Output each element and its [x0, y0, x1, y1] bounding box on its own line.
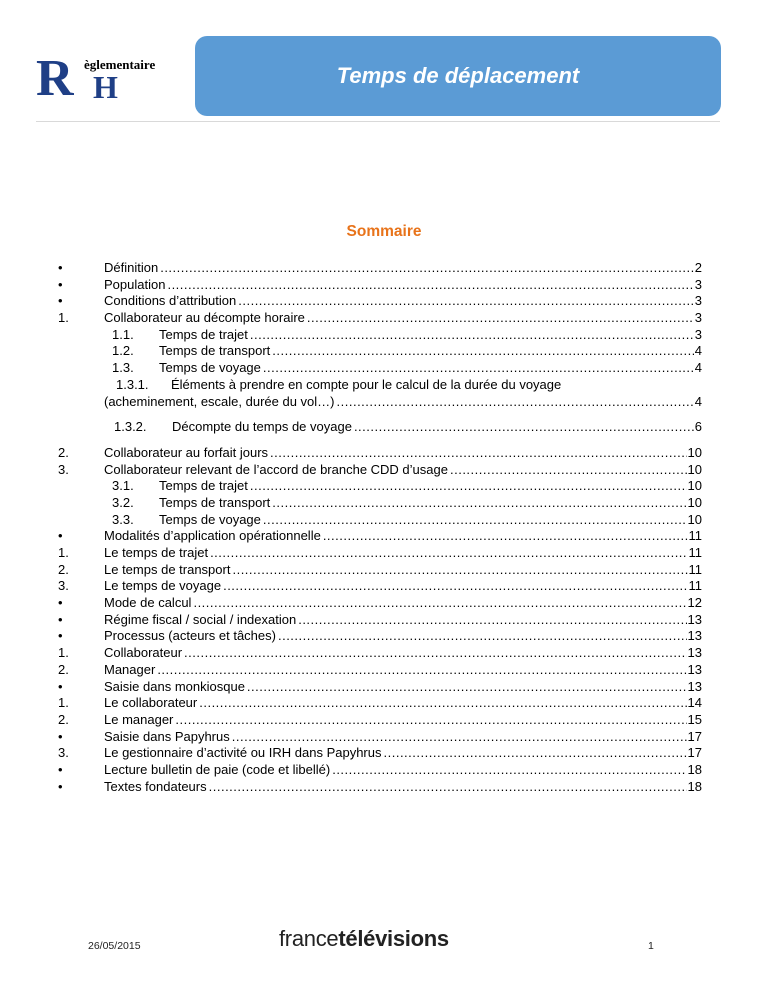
- toc-entry-label: Collaborateur relevant de l’accord de branche CDD d’usage: [104, 461, 448, 477]
- toc-entry[interactable]: [58, 745, 702, 762]
- toc-dot-leader: [272, 343, 693, 360]
- toc-page-number: 3: [694, 326, 702, 342]
- toc-dot-leader: [323, 528, 688, 545]
- toc-dot-leader: [247, 679, 687, 696]
- toc-entry-body: [104, 562, 702, 579]
- toc-entry-number: 1.3.2.: [114, 419, 147, 435]
- toc-entry-marker: 2.: [58, 444, 69, 460]
- toc-entry-label: Saisie dans Papyhrus: [104, 728, 230, 744]
- toc-page-number: 13: [687, 661, 702, 677]
- toc-entry[interactable]: [58, 562, 702, 579]
- toc-entry[interactable]: [58, 327, 702, 344]
- toc-entry-number: 1.1.: [112, 326, 134, 342]
- toc-entry[interactable]: [58, 377, 702, 394]
- toc-entry-body: [112, 512, 702, 529]
- toc-entry-body: [104, 612, 702, 629]
- toc-page-number: 3: [694, 293, 702, 309]
- toc-page-number: 18: [687, 761, 702, 777]
- toc-entry-body: [104, 695, 702, 712]
- toc-dot-leader: [184, 645, 686, 662]
- toc-entry-body: [104, 528, 702, 545]
- toc-dot-leader: [354, 419, 694, 436]
- toc-entry[interactable]: [58, 595, 702, 612]
- toc-entry-marker: 1.: [58, 645, 69, 661]
- toc-entry-body: [104, 545, 702, 562]
- toc-entry-label: Le collaborateur: [104, 695, 198, 711]
- header-divider: [36, 121, 720, 122]
- toc-entry[interactable]: [58, 277, 702, 294]
- toc-page-number: 3: [694, 276, 702, 292]
- toc-entry[interactable]: [58, 343, 702, 360]
- toc-entry-label: Conditions d’attribution: [104, 293, 237, 309]
- toc-entry[interactable]: [58, 512, 702, 529]
- rh-logo: [36, 50, 186, 107]
- toc-entry-body: [104, 729, 702, 746]
- toc-page-number: 13: [687, 645, 702, 661]
- toc-dot-leader: [332, 762, 686, 779]
- toc-dot-leader: [232, 562, 687, 579]
- toc-entry-body: [116, 377, 702, 394]
- toc-entry-body: [104, 277, 702, 294]
- toc-entry-body: [104, 645, 702, 662]
- toc-entry-body: [104, 762, 702, 779]
- toc-entry-label: Le temps de trajet: [104, 545, 209, 560]
- toc-entry[interactable]: [58, 462, 702, 479]
- toc-entry-label: Le manager: [104, 711, 174, 727]
- toc-entry-number: 3.3.: [112, 511, 134, 527]
- toc-entry[interactable]: [58, 612, 702, 629]
- toc-page-number: 4: [694, 393, 702, 409]
- toc-entry[interactable]: [58, 528, 702, 545]
- toc-dot-leader: [232, 729, 687, 746]
- toc-entry[interactable]: [58, 645, 702, 662]
- toc-entry-number: 1.2.: [112, 343, 134, 359]
- logo-letter-r: R: [36, 50, 74, 107]
- toc-entry-label: Temps de transport: [159, 494, 271, 510]
- toc-entry-body: [104, 462, 702, 479]
- toc-entry-marker: 2.: [58, 711, 69, 727]
- toc-entry[interactable]: [58, 360, 702, 377]
- toc-dot-leader: [307, 310, 694, 327]
- bullet-icon: •: [58, 628, 63, 644]
- toc-entry-label: Le temps de voyage: [104, 578, 222, 594]
- toc-entry[interactable]: [58, 695, 702, 712]
- toc-entry-label: Collaborateur au forfait jours: [104, 444, 269, 460]
- toc-dot-leader: [223, 578, 687, 595]
- toc-page-number: 14: [687, 695, 702, 711]
- toc-dot-leader: [160, 260, 694, 277]
- toc-entry-marker: 3.: [58, 745, 69, 761]
- toc-dot-leader: [263, 512, 687, 529]
- toc-entry-label: Temps de voyage: [159, 360, 261, 376]
- toc-entry-marker: 3.: [58, 461, 69, 477]
- toc-entry-body: [104, 745, 702, 762]
- toc-dot-leader: [199, 695, 686, 712]
- toc-page-number: 4: [694, 343, 702, 359]
- toc-entry-label: Lecture bulletin de paie (code et libellé): [104, 761, 331, 777]
- toc-entry[interactable]: [58, 445, 702, 462]
- toc-page-number: 11: [688, 545, 702, 560]
- toc-dot-leader: [175, 712, 686, 729]
- toc-page-number: 10: [687, 494, 702, 510]
- toc-dot-leader: [384, 745, 687, 762]
- toc-page-number: 13: [687, 678, 702, 694]
- title-banner: [195, 36, 721, 116]
- toc-dot-leader: [209, 779, 687, 796]
- toc-entry-body: [104, 712, 702, 729]
- toc-page-number: 10: [687, 511, 702, 527]
- toc-entry-marker: 3.: [58, 578, 69, 594]
- toc-entry-label: Définition: [104, 260, 159, 275]
- toc-entry[interactable]: [58, 545, 702, 562]
- toc-entry-label: Le gestionnaire d’activité ou IRH dans Papyhrus: [104, 745, 382, 761]
- toc-entry-body: [112, 478, 702, 495]
- toc-entry-label: Textes fondateurs: [104, 778, 207, 794]
- toc-entry-label: Temps de transport: [159, 343, 271, 359]
- logo-letter-h: H: [93, 69, 118, 105]
- toc-page-number: 11: [688, 578, 702, 594]
- toc-page-number: 4: [694, 360, 702, 376]
- bullet-icon: •: [58, 595, 63, 611]
- toc-page-number: 18: [687, 778, 702, 794]
- toc-page-number: 2: [694, 260, 702, 275]
- footer-date: 26/05/2015: [88, 940, 141, 952]
- toc-entry-body: [104, 578, 702, 595]
- bullet-icon: •: [58, 778, 63, 794]
- toc-entry[interactable]: [58, 419, 702, 436]
- toc-entry-body: [114, 419, 702, 436]
- toc-entry[interactable]: [58, 260, 702, 277]
- toc-entry[interactable]: [58, 628, 702, 645]
- toc-page-number: 11: [688, 528, 702, 544]
- toc-entry-body: [104, 628, 702, 645]
- toc-entry[interactable]: [58, 310, 702, 327]
- toc-page-number: 12: [687, 595, 702, 611]
- toc-dot-leader: [250, 478, 687, 495]
- toc-entry-label: Éléments à prendre en compte pour le calcul de la durée du voyage: [171, 376, 562, 392]
- toc-entry-label-continued: (acheminement, escale, durée du vol…): [104, 393, 335, 409]
- toc-entry-label: Processus (acteurs et tâches): [104, 628, 276, 644]
- toc-entry[interactable]: [58, 779, 702, 796]
- toc-page-number: 10: [687, 461, 702, 477]
- toc-page-number: 13: [687, 628, 702, 644]
- toc-entry[interactable]: [58, 679, 702, 696]
- bullet-icon: •: [58, 678, 63, 694]
- toc-page-number: 17: [687, 728, 702, 744]
- toc-page-number: 17: [687, 745, 702, 761]
- toc-entry-number: 3.2.: [112, 494, 134, 510]
- toc-entry-label: Régime fiscal / social / indexation: [104, 611, 297, 627]
- brand-bold: télévisions: [338, 926, 449, 951]
- toc-dot-leader: [298, 612, 686, 629]
- toc-dot-leader: [193, 595, 686, 612]
- toc-dot-leader: [270, 445, 687, 462]
- toc-entry-body: [104, 679, 702, 696]
- toc-entry-number: 1.3.1.: [116, 376, 149, 392]
- toc-entry-body: [104, 595, 702, 612]
- bullet-icon: •: [58, 528, 63, 544]
- toc-entry-body: [112, 327, 702, 344]
- bullet-icon: •: [58, 728, 63, 744]
- toc-entry-number: 3.1.: [112, 478, 134, 494]
- toc-entry-label: Temps de trajet: [159, 326, 248, 342]
- toc-entry-body: [112, 495, 702, 512]
- toc-dot-leader: [450, 462, 687, 479]
- toc-page-number: 13: [687, 611, 702, 627]
- toc-dot-leader: [157, 662, 686, 679]
- toc-entry[interactable]: [58, 662, 702, 679]
- toc-entry-label: Mode de calcul: [104, 595, 192, 611]
- brand-light: france: [279, 926, 339, 951]
- bullet-icon: •: [58, 611, 63, 627]
- toc-entry-label: Collaborateur au décompte horaire: [104, 310, 305, 326]
- document-title: Temps de déplacement: [336, 63, 580, 88]
- toc-entry-body: [104, 260, 702, 277]
- toc-heading: Sommaire: [346, 223, 422, 240]
- toc-entry-marker: 2.: [58, 661, 69, 677]
- toc-entry[interactable]: [58, 729, 702, 746]
- toc-entry-marker: 1.: [58, 695, 69, 711]
- toc-entry-body: [104, 445, 702, 462]
- toc-entry-label: Temps de voyage: [159, 511, 261, 527]
- bullet-icon: •: [58, 293, 63, 309]
- toc-page-number: 10: [687, 444, 702, 460]
- toc-entry-marker: 1.: [58, 310, 69, 326]
- toc-dot-leader: [238, 293, 694, 310]
- toc-entry-body: [104, 662, 702, 679]
- toc-entry-body: [112, 343, 702, 360]
- toc-page-number: 15: [687, 711, 702, 727]
- toc-dot-leader: [263, 360, 694, 377]
- toc-page-number: 10: [687, 478, 702, 494]
- toc-entry-label: Collaborateur: [104, 645, 183, 661]
- toc-dot-leader: [278, 628, 687, 645]
- toc-entry[interactable]: [58, 712, 702, 729]
- toc-entry[interactable]: [58, 478, 702, 495]
- toc-dot-leader: [250, 327, 694, 344]
- table-of-contents: [58, 260, 702, 795]
- footer-page-number: 1: [648, 940, 654, 952]
- toc-entry-label: Le temps de transport: [104, 561, 231, 577]
- logo-reglementaire: èglementaire: [84, 57, 156, 72]
- toc-dot-leader: [210, 545, 687, 562]
- toc-page-number: 11: [688, 561, 702, 577]
- toc-dot-leader: [167, 277, 693, 294]
- toc-page-number: 3: [694, 310, 702, 326]
- toc-entry[interactable]: [58, 495, 702, 512]
- toc-entry[interactable]: [58, 293, 702, 310]
- toc-entry-number: 1.3.: [112, 360, 134, 376]
- toc-dot-leader: [337, 394, 694, 411]
- toc-entry-marker: 2.: [58, 561, 69, 577]
- toc-entry-body: [104, 310, 702, 327]
- toc-entry[interactable]: [58, 762, 702, 779]
- toc-entry-body: [104, 293, 702, 310]
- toc-entry-label: Manager: [104, 661, 156, 677]
- toc-entry[interactable]: [58, 578, 702, 595]
- toc-entry-body: [104, 779, 702, 796]
- toc-entry-label: Modalités d’application opérationnelle: [104, 528, 321, 544]
- bullet-icon: •: [58, 761, 63, 777]
- toc-entry-body: [112, 360, 702, 377]
- toc-dot-leader: [272, 495, 686, 512]
- toc-entry-body: [104, 394, 702, 411]
- bullet-icon: •: [58, 276, 63, 292]
- toc-entry-label: Population: [104, 276, 166, 292]
- toc-page-number: 6: [694, 419, 702, 435]
- toc-entry-label: Décompte du temps de voyage: [172, 419, 352, 435]
- toc-entry-marker: 1.: [58, 545, 69, 560]
- france-televisions-logo: [279, 926, 449, 952]
- toc-entry-continuation[interactable]: [58, 394, 702, 411]
- bullet-icon: •: [58, 260, 63, 275]
- toc-entry-label: Temps de trajet: [159, 478, 248, 494]
- toc-entry-label: Saisie dans monkiosque: [104, 678, 245, 694]
